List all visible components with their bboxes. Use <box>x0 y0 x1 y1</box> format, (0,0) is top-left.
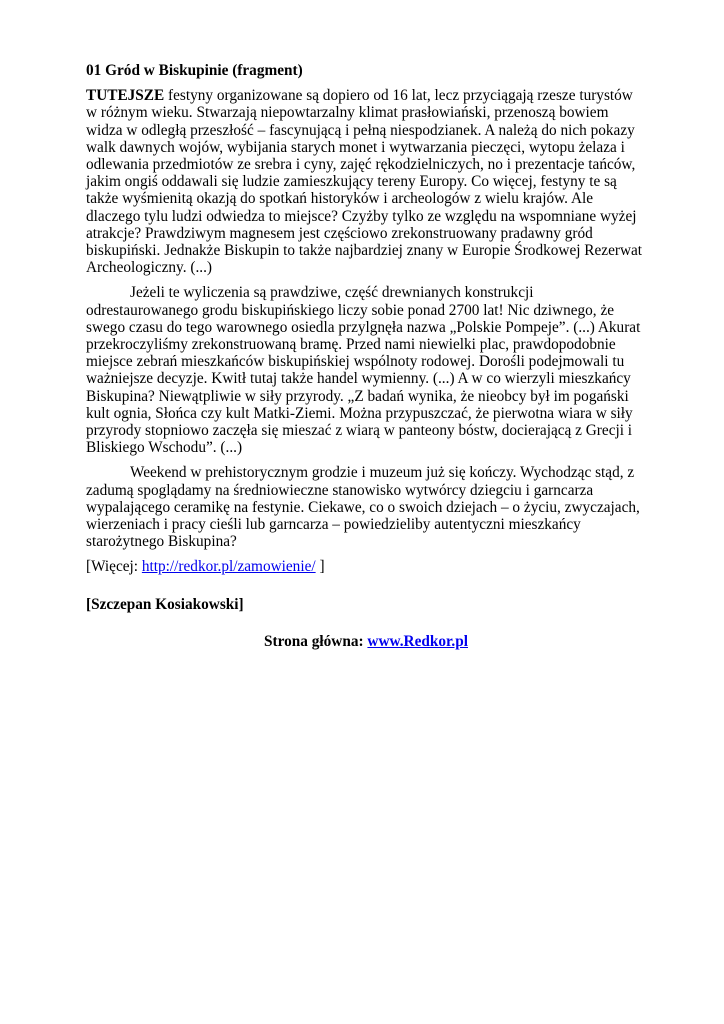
paragraph-1-lead: TUTEJSZE <box>86 87 165 105</box>
author-signature: [Szczepan Kosiakowski] <box>86 595 244 613</box>
paragraph-1 <box>86 87 646 276</box>
paragraph-3: Weekend w prehistorycznym grodzie i muzeum już się kończy. Wychodząc stąd, z zadumą spoglądamy na średniowieczne stanowisko wytwórcy dziegciu i garncarza wypalającego ceramikę na festynie. Ciekawe, co o swoich dziejach – o życiu, zwyczajach, wierzeniach i pracy cieśli lub garncarza – powiedzieliby autentyczni mieszkańcy starożytnego Biskupina? <box>86 464 640 551</box>
more-prefix: [Więcej: <box>86 558 142 576</box>
document-page <box>86 62 646 650</box>
paragraph-1-text: festyny organizowane są dopiero od 16 lat, lecz przyciągają rzesze turystów w różnym wieku. Stwarzają niepowtarzalny klimat prasłowiański, przenoszą bowiem widza w odległą przeszłość – fascynującą i pełną niespodzianek. A należą do nich pokazy walk dawnych wojów, wybijania starych monet i wytwarzania pieczęci, wytopu żelaza i odlewania przedmiotów ze srebra i cyny, zajęć rękodzielniczych, no i prezentacje tańców, jakim ongiś oddawali się ludzie zamieszkujący tereny Europy. Co więcej, festyny te są także wyśmienitą okazją do spotkań historyków i archeologów z wielu krajów. Ale dlaczego tylu ludzi odwiedza to miejsce? Czyżby tylko ze względu na wspomniane wyżej atrakcje? Prawdziwym magnesem jest częściowo zrekonstruowany pradawny gród biskupiński. Jednakże Biskupin to także najbardziej znany w Europie Środkowej Rezerwat Archeologiczny. (...) <box>86 87 643 277</box>
article-title: 01 Gród w Biskupinie (fragment) <box>86 62 303 79</box>
footer-label: Strona główna: <box>263 632 368 650</box>
more-link[interactable]: http://redkor.pl/zamowienie/ <box>141 558 316 576</box>
paragraph-2: Jeżeli te wyliczenia są prawdziwe, część drewnianych konstrukcji odrestaurowanego grodu biskupińskiego liczy sobie ponad 2700 lat! Nic dziwnego, że swego czasu do tego warownego osiedla przylgnęła nazwa „Polskie Pompeje”. (...) Akurat przekroczyliśmy zrekonstruowaną bramę. Przed nami niewielki plac, prawdopodobnie miejsce zebrań mieszkańców biskupińskiej wspólnoty rodowej. Dorośli podejmowali tu ważniejsze decyzje. Kwitł tutaj także handel wymienny. (...) A w co wierzyli mieszkańcy Biskupina? Niewątpliwie w siły przyrody. „Z badań wynika, że nieobcy był im pogański kult ognia, Słońca czy kult Matki-Ziemi. Można przypuszczać, że pierwotna wiara w siły przyrody stopniowo zaczęła się mieszać z wiarą w panteony bóstw, docierającą z Grecji i Bliskiego Wschodu”. (...) <box>86 284 641 457</box>
footer-homepage <box>86 633 646 650</box>
more-line <box>86 558 646 575</box>
more-suffix: ] <box>315 558 325 576</box>
footer-link[interactable]: www.Redkor.pl <box>367 632 468 650</box>
